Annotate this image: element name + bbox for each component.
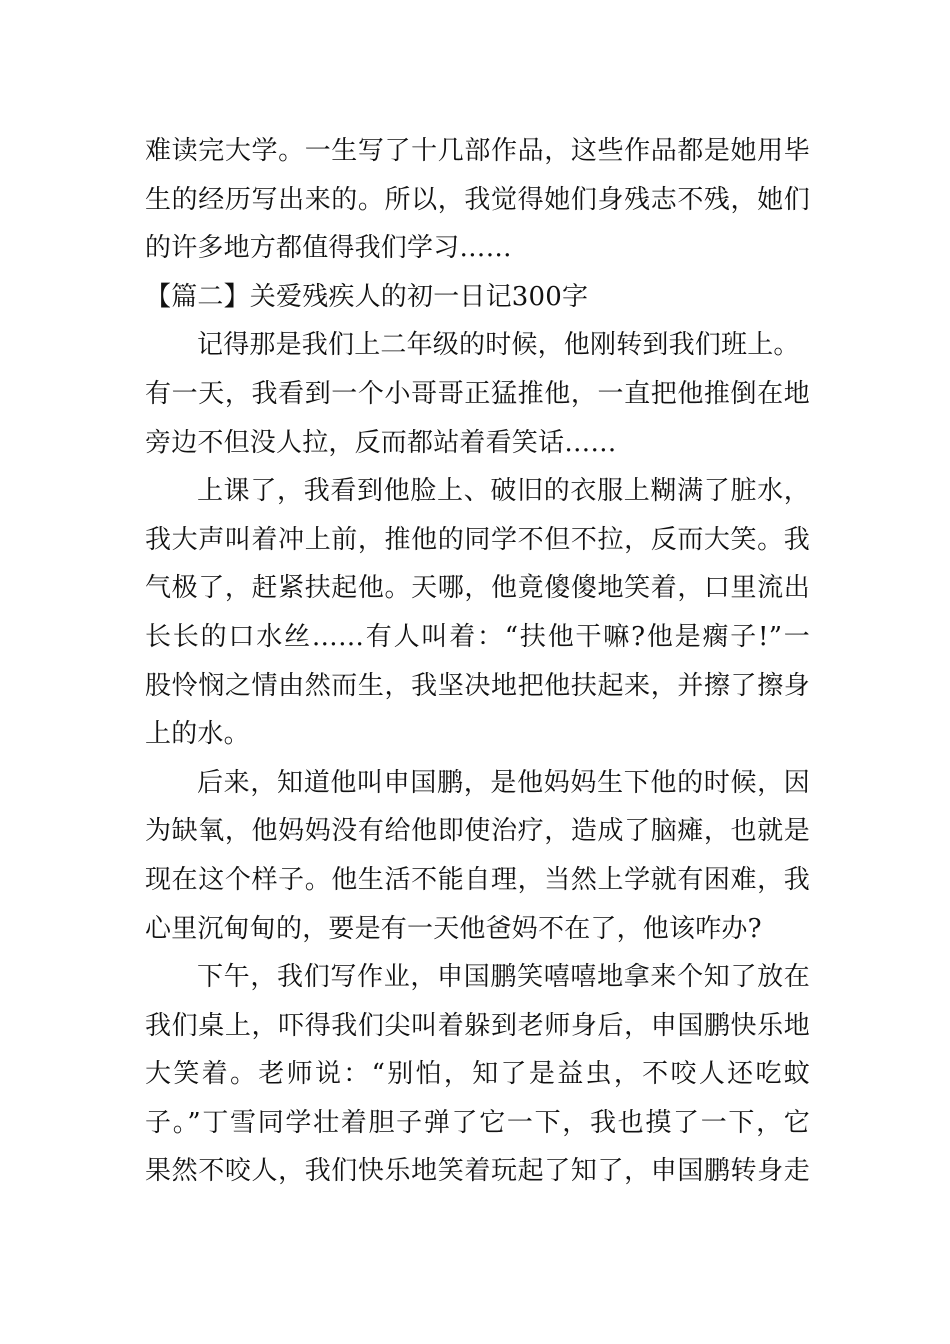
text-line: 为缺氧，他妈妈没有给他即使治疗，造成了脑瘫，也就是 (145, 816, 810, 847)
paragraph (145, 467, 810, 759)
text-line: 的许多地方都值得我们学习…… (145, 233, 512, 264)
text-line: 后来，知道他叫申国鹏，是他妈妈生下他的时候，因 (197, 767, 810, 798)
text-line: 我大声叫着冲上前，推他的同学不但不拉，反而大笑。我 (145, 524, 810, 555)
text-line: 生的经历写出来的。所以，我觉得她们身残志不残，她们 (145, 184, 810, 215)
text-line: 子。”丁雪同学壮着胆子弹了它一下，我也摸了一下，它 (145, 1107, 810, 1138)
text-line: 现在这个样子。他生活不能自理，当然上学就有困难，我 (145, 864, 810, 895)
text-line: 股怜悯之情由然而生，我坚决地把他扶起来，并擦了擦身 (145, 670, 810, 701)
text-line: 难读完大学。一生写了十几部作品，这些作品都是她用毕 (145, 136, 810, 166)
text-line: 旁边不但没人拉，反而都站着看笑话…… (145, 427, 617, 458)
text-line: 我们桌上，吓得我们尖叫着躲到老师身后，申国鹏快乐地 (145, 1010, 810, 1041)
section-heading: 【篇二】关爱残疾人的初一日记300字 (145, 281, 589, 312)
text-line: 记得那是我们上二年级的时候，他刚转到我们班上。 (197, 330, 800, 361)
document-body (145, 127, 810, 1196)
text-line: 下午，我们写作业，申国鹏笑嘻嘻地拿来个知了放在 (197, 962, 810, 993)
paragraph (145, 759, 810, 953)
text-line: 气极了，赶紧扶起他。天哪，他竟傻傻地笑着，口里流出 (145, 573, 810, 604)
continuation-paragraph (145, 127, 810, 273)
text-line: 果然不咬人，我们快乐地笑着玩起了知了，申国鹏转身走 (145, 1156, 810, 1187)
text-line: 上的水。 (145, 719, 250, 750)
text-line: 大笑着。老师说：“别怕，知了是益虫，不咬人还吃蚊 (145, 1059, 810, 1090)
paragraph (145, 321, 810, 467)
text-line: 上课了，我看到他脸上、破旧的衣服上糊满了脏水， (197, 476, 810, 507)
text-line: 有一天，我看到一个小哥哥正猛推他，一直把他推倒在地 (145, 378, 810, 409)
text-line: 长长的口水丝……有人叫着：“扶他干嘛?他是瘸子!”一 (145, 621, 810, 652)
text-line: 心里沉甸甸的，要是有一天他爸妈不在了，他该咋办? (145, 913, 762, 944)
paragraph (145, 953, 810, 1196)
